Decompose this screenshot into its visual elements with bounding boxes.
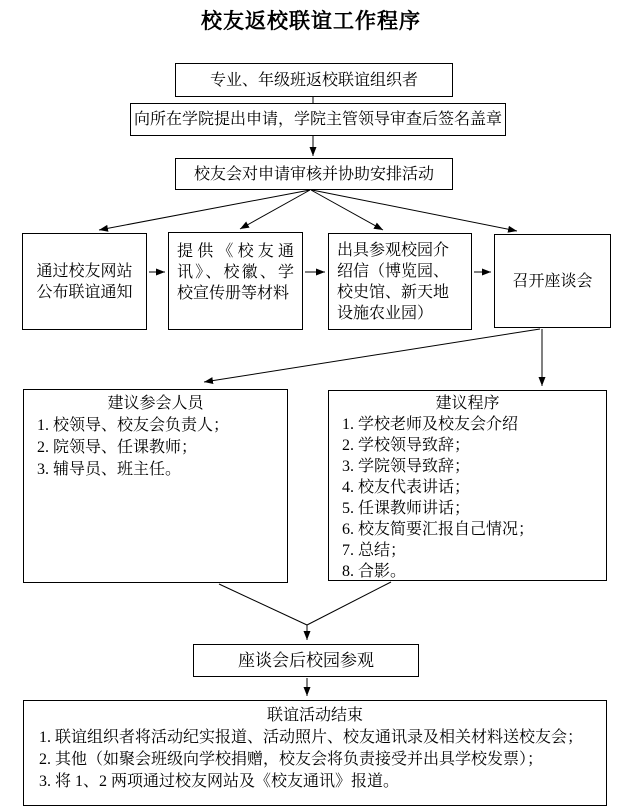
participants-item: 3. 辅导员、班主任。	[37, 461, 182, 478]
node-materials: 提供《校友通讯》、校徽、学校宣传册等材料	[168, 232, 303, 330]
arrow-review-website-notice	[99, 190, 310, 230]
node-symposium: 召开座谈会	[494, 234, 611, 328]
agenda-item: 3. 学院领导致辞；	[342, 458, 471, 475]
agenda-item: 8. 合影。	[342, 563, 407, 580]
agenda-item: 6. 校友简要汇报自己情况；	[342, 521, 535, 538]
participants-heading: 建议参会人员	[107, 395, 204, 412]
node-review: 校友会对申请审核并协助安排活动	[175, 158, 453, 190]
arrow-review-intro-letter	[311, 190, 383, 230]
agenda-item: 1. 学校老师及校友会介绍	[342, 416, 519, 433]
node-campus-tour: 座谈会后校园参观	[193, 644, 419, 677]
participants-item: 1. 校领导、校友会负责人；	[37, 417, 230, 434]
arrow-review-symposium	[312, 190, 517, 231]
agenda-item: 5. 任课教师讲话；	[342, 500, 471, 517]
agenda-heading: 建议程序	[435, 395, 500, 412]
agenda-item: 7. 总结；	[342, 542, 407, 559]
agenda-item: 4. 校友代表讲话；	[342, 479, 471, 496]
node-intro-letter: 出具参观校园介绍信（博览园、校史馆、新天地设施农业园）	[328, 233, 472, 330]
conclusion-heading: 联谊活动结束	[266, 707, 363, 724]
conclusion-item: 3. 将 1、2 两项通过校友网站及《校友通讯》报道。	[39, 773, 400, 790]
arrow-symposium-participants	[204, 329, 540, 382]
conclusion-item: 1. 联谊组织者将活动纪实报道、活动照片、校友通讯录及相关材料送校友会；	[39, 729, 584, 746]
panel-agenda	[328, 390, 607, 581]
page-title: 校友返校联谊工作程序	[201, 9, 421, 33]
panel-participants	[23, 389, 288, 583]
panel-conclusion	[23, 700, 607, 806]
line-participants-to-merge	[219, 584, 307, 625]
participants-item: 2. 院领导、任课教师；	[37, 439, 198, 456]
node-website-notice: 通过校友网站公布联谊通知	[22, 233, 147, 330]
node-application: 向所在学院提出申请，学院主管领导审查后签名盖章	[130, 103, 506, 136]
agenda-item: 2. 学校领导致辞；	[342, 437, 471, 454]
arrow-review-materials	[240, 190, 310, 229]
node-organizer: 专业、年级班返校联谊组织者	[175, 63, 453, 97]
line-agenda-to-merge	[307, 582, 391, 625]
conclusion-item: 2. 其他（如聚会班级向学校捐赠，校友会将负责接受并出具学校发票）；	[39, 751, 544, 768]
